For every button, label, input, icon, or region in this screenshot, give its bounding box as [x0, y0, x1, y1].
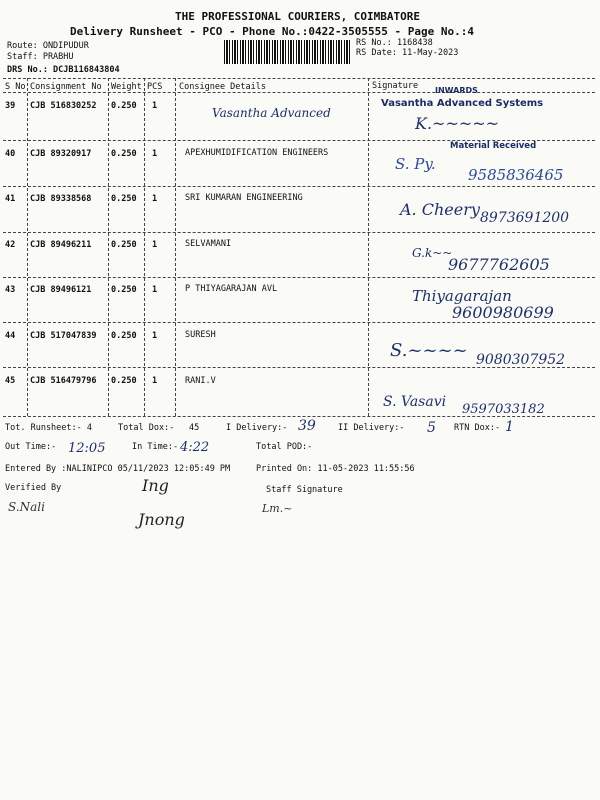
- row-weight: 0.250: [111, 331, 137, 341]
- row-weight: 0.250: [111, 376, 137, 386]
- signature: K.~~~~~: [415, 114, 500, 133]
- entered-by: Entered By :NALINIPCO 05/11/2023 12:05:49 PM: [5, 464, 231, 474]
- stamp-company: Vasantha Advanced Systems: [381, 98, 544, 109]
- row-consignment: CJB 89496121: [30, 285, 92, 295]
- rtn-dox-label: RTN Dox:-: [454, 423, 501, 433]
- table-top-border: [3, 78, 595, 79]
- printed-on: Printed On: 11-05-2023 11:55:56: [256, 464, 415, 474]
- col-divider: [27, 78, 28, 416]
- row-divider: [3, 277, 595, 278]
- rtn-dox-value: 1: [505, 419, 514, 435]
- runsheet-title: Delivery Runsheet - PCO - Phone No.:0422-3505555 - Page No.:4: [70, 25, 474, 38]
- stamp-inwards: INWARDS: [435, 86, 478, 95]
- col-divider: [108, 78, 109, 416]
- staff-signature-label: Staff Signature: [266, 485, 343, 495]
- row-sno: 44: [5, 331, 16, 341]
- row-pcs: 1: [152, 101, 158, 111]
- row-divider: [3, 367, 595, 368]
- row-consignment: CJB 516830252: [30, 101, 97, 111]
- row-sno: 42: [5, 240, 16, 250]
- row-pcs: 1: [152, 376, 158, 386]
- signature-scribble-bottom: Jnong: [138, 510, 185, 529]
- total-dox-label: Total Dox:-: [118, 423, 175, 433]
- company-name: THE PROFESSIONAL COURIERS, COIMBATORE: [175, 10, 421, 23]
- signature: G.k~~: [412, 246, 453, 260]
- handwritten-consignee: Vasantha Advanced: [212, 106, 331, 120]
- row-pcs: 1: [152, 194, 158, 204]
- row-sno: 45: [5, 376, 16, 386]
- row-weight: 0.250: [111, 240, 137, 250]
- row-weight: 0.250: [111, 149, 137, 159]
- signature: S. Vasavi: [383, 394, 447, 410]
- signature: S.~~~~: [390, 340, 468, 361]
- signature: S. Py.: [395, 155, 436, 173]
- i-delivery-label: I Delivery:-: [226, 423, 288, 433]
- row-weight: 0.250: [111, 101, 137, 111]
- col-header-sno: S No: [5, 82, 26, 92]
- signature-phone: 9600980699: [452, 303, 554, 322]
- row-sno: 41: [5, 194, 16, 204]
- row-consignee: P THIYAGARAJAN AVL: [185, 284, 278, 294]
- col-divider: [175, 78, 176, 416]
- row-consignee: SURESH: [185, 330, 216, 340]
- signature-phone: 9585836465: [468, 166, 564, 184]
- row-consignment: CJB 89496211: [30, 240, 92, 250]
- ii-delivery-label: II Delivery:-: [338, 423, 405, 433]
- i-delivery-value: 39: [298, 418, 316, 434]
- row-consignment: CJB 516479796: [30, 376, 97, 386]
- stamp-material-received: Material Received: [450, 141, 537, 151]
- row-consignment: CJB 517047839: [30, 331, 97, 341]
- signature-phone: 8973691200: [480, 210, 570, 226]
- row-pcs: 1: [152, 240, 158, 250]
- out-time-label: Out Time:-: [5, 442, 57, 452]
- in-time-value: 4:22: [180, 440, 210, 455]
- col-header-consignment: Consignment No: [30, 82, 102, 92]
- drs-number: DRS No.: DCJB116843804: [7, 65, 120, 75]
- total-pod-label: Total POD:-: [256, 442, 313, 452]
- row-consignee: SRI KUMARAN ENGINEERING: [185, 193, 303, 203]
- row-consignment: CJB 89338568: [30, 194, 92, 204]
- signature-scribble-top: Ing: [142, 476, 169, 495]
- signature-phone: 9080307952: [476, 352, 566, 368]
- table-bottom-border: [3, 416, 595, 417]
- col-header-pcs: PCS: [147, 82, 163, 92]
- row-consignee: SELVAMANI: [185, 239, 232, 249]
- staff-label: Staff: PRABHU: [7, 52, 74, 62]
- out-time-value: 12:05: [68, 441, 106, 456]
- row-weight: 0.250: [111, 285, 137, 295]
- col-header-signature: Signature: [372, 81, 419, 91]
- signature: Thiyagarajan: [412, 287, 512, 305]
- verified-signature: S.Nali: [8, 500, 45, 514]
- rs-number: RS No.: 1168438: [356, 38, 433, 48]
- col-header-consignee: Consignee Details: [179, 82, 266, 92]
- row-pcs: 1: [152, 285, 158, 295]
- row-sno: 40: [5, 149, 16, 159]
- row-consignee: RANI.V: [185, 376, 216, 386]
- staff-signature: Lm.~: [262, 502, 293, 515]
- table-header-border: [3, 92, 595, 93]
- col-divider: [368, 78, 369, 416]
- signature-phone: 9597033182: [462, 402, 545, 417]
- row-consignment: CJB 89320917: [30, 149, 92, 159]
- row-sno: 39: [5, 101, 16, 111]
- row-sno: 43: [5, 285, 16, 295]
- row-pcs: 1: [152, 331, 158, 341]
- signature: A. Cheery: [400, 200, 480, 219]
- row-divider: [3, 186, 595, 187]
- row-pcs: 1: [152, 149, 158, 159]
- barcode: [224, 40, 350, 64]
- route-label: Route: ONDIPUDUR: [7, 41, 89, 51]
- tot-runsheet: Tot. Runsheet:- 4: [5, 423, 92, 433]
- rs-date: RS Date: 11-May-2023: [356, 48, 459, 58]
- in-time-label: In Time:-: [132, 442, 179, 452]
- ii-delivery-value: 5: [427, 420, 436, 436]
- row-weight: 0.250: [111, 194, 137, 204]
- row-divider: [3, 232, 595, 233]
- row-consignee: APEXHUMIDIFICATION ENGINEERS: [185, 148, 329, 158]
- col-divider: [144, 78, 145, 416]
- signature-phone: 9677762605: [448, 255, 550, 274]
- total-dox-value: 45: [189, 423, 200, 433]
- col-header-weight: Weight: [111, 82, 142, 92]
- row-divider: [3, 322, 595, 323]
- verified-by-label: Verified By: [5, 483, 62, 493]
